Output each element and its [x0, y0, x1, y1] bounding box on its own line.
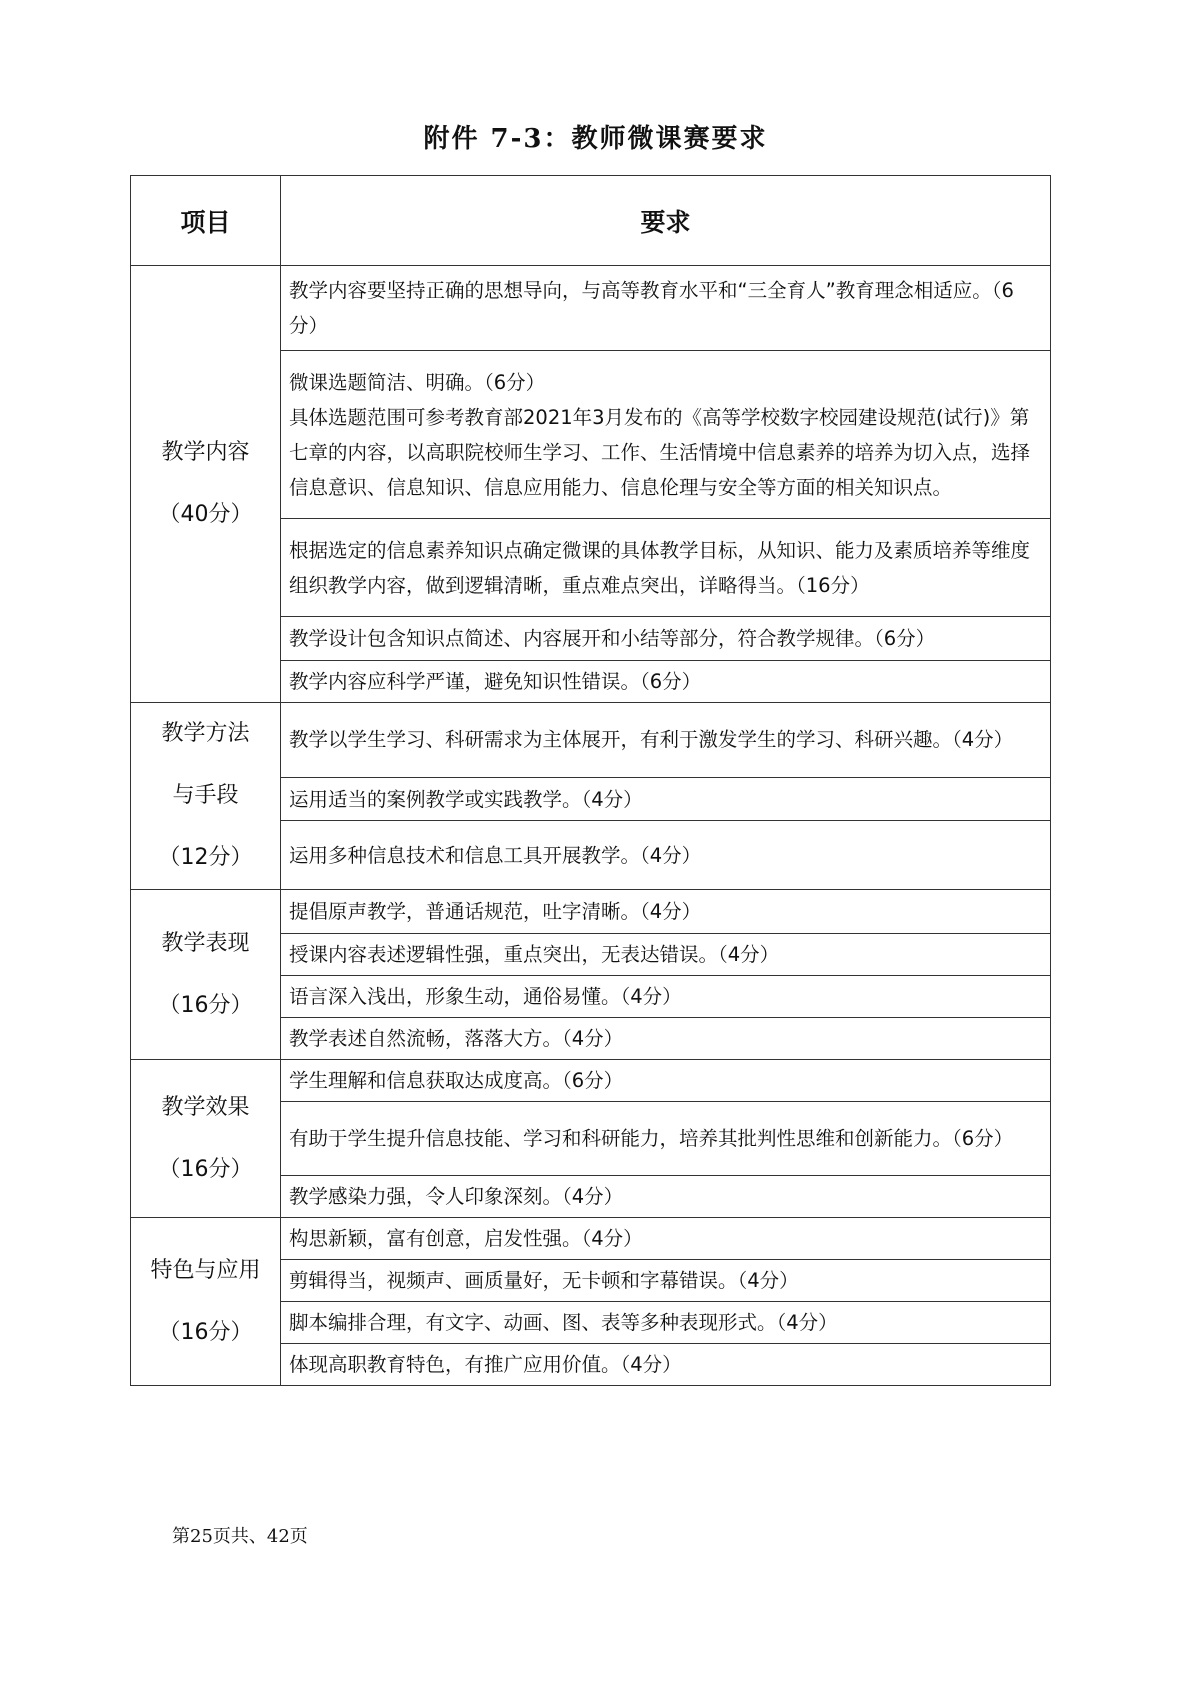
requirement-text: 根据选定的信息素养知识点确定微课的具体教学目标，从知识、能力及素质培养等维度组织教学内容，做到逻辑清晰，重点难点突出，详略得当。（16分）: [289, 538, 1031, 597]
category-score: （16分）: [158, 1319, 253, 1345]
category-score: （40分）: [158, 502, 253, 527]
requirement-cell: [281, 1102, 1051, 1176]
requirement-text: 构思新颖，富有创意，启发性强。（4分）: [289, 1227, 643, 1250]
header-requirement: 要求: [281, 176, 1051, 266]
category-name: 教学内容: [161, 440, 250, 465]
requirement-text: 学生理解和信息获取达成度高。（6分）: [289, 1069, 624, 1092]
page-title: 附件 7-3：教师微课赛要求: [423, 124, 768, 154]
requirement-text: 教学表述自然流畅，落落大方。（4分）: [289, 1027, 624, 1050]
requirement-text: 授课内容表述逻辑性强，重点突出，无表达错误。（4分）: [289, 943, 780, 966]
requirement-text: 剪辑得当，视频声、画质量好，无卡顿和字幕错误。（4分）: [289, 1269, 799, 1292]
table-row: [131, 1218, 1051, 1260]
requirement-text: 微课选题简洁、明确。（6分）: [289, 370, 546, 394]
requirement-cell: [281, 890, 1051, 934]
requirement-text: 脚本编排合理，有文字、动画、图、表等多种表现形式。（4分）: [289, 1311, 838, 1334]
category-cell: [131, 890, 281, 1060]
header-row: [131, 176, 1051, 266]
requirement-cell: [281, 777, 1051, 821]
requirement-text: 有助于学生提升信息技能、学习和科研能力，培养其批判性思维和创新能力。（6分）: [289, 1127, 1014, 1150]
requirement-cell: [281, 703, 1051, 778]
header-item: 项目: [131, 176, 281, 266]
requirement-cell: [281, 1344, 1051, 1386]
requirement-text: 教学感染力强，令人印象深刻。（4分）: [289, 1185, 624, 1208]
requirement-text: 教学以学生学习、科研需求为主体展开，有利于激发学生的学习、科研兴趣。（4分）: [289, 728, 1014, 752]
requirements-table: [130, 175, 1051, 1386]
requirement-cell: [281, 1302, 1051, 1344]
table-row: [131, 703, 1051, 778]
requirement-text: 提倡原声教学，普通话规范，吐字清晰。（4分）: [289, 900, 702, 923]
requirement-cell: [281, 617, 1051, 661]
category-name: 教学表现: [161, 930, 250, 956]
requirement-cell: [281, 266, 1051, 351]
category-cell: [131, 1218, 281, 1386]
requirement-cell: [281, 821, 1051, 890]
category-name: 与手段: [172, 783, 239, 808]
requirement-text: 教学内容应科学严谨，避免知识性错误。（6分）: [289, 670, 702, 693]
requirement-cell: [281, 519, 1051, 617]
category-cell: [131, 1060, 281, 1218]
requirement-cell: [281, 1260, 1051, 1302]
requirement-cell: [281, 1176, 1051, 1218]
table-row: [131, 890, 1051, 934]
category-score: （12分）: [158, 845, 253, 870]
requirement-cell: [281, 976, 1051, 1018]
page-footer: 第25页共、42页: [172, 1526, 308, 1547]
requirement-cell: [281, 1218, 1051, 1260]
table-row: [131, 1060, 1051, 1102]
category-name: 特色与应用: [150, 1257, 261, 1283]
category-name: 教学方法: [161, 721, 250, 746]
category-score: （16分）: [158, 1156, 253, 1182]
requirement-text: 教学设计包含知识点简述、内容展开和小结等部分，符合教学规律。（6分）: [289, 627, 936, 650]
table-row: [131, 266, 1051, 351]
requirement-text: 体现高职教育特色，有推广应用价值。（4分）: [289, 1353, 682, 1376]
requirement-text: 运用多种信息技术和信息工具开展教学。（4分）: [289, 843, 702, 867]
requirement-cell: [281, 351, 1051, 519]
requirement-text: 具体选题范围可参考教育部2021年3月发布的《高等学校数字校园建设规范(试行)》第七章的内容，以高职院校师生学习、工作、生活情境中信息素养的培养为切入点，选择信息意识、信息知识、信息应用能力、信息伦理与安全等方面的相关知识点。: [289, 405, 1031, 499]
requirement-cell: [281, 1018, 1051, 1060]
category-score: （16分）: [158, 992, 253, 1018]
requirement-text: 运用适当的案例教学或实践教学。（4分）: [289, 787, 643, 811]
category-name: 教学效果: [161, 1094, 250, 1120]
requirement-text: 语言深入浅出，形象生动，通俗易懂。（4分）: [289, 985, 682, 1008]
requirement-text: 教学内容要坚持正确的思想导向，与高等教育水平和“三全育人”教育理念相适应。（6分）: [289, 279, 1014, 337]
category-cell: [131, 703, 281, 890]
category-cell: [131, 266, 281, 703]
requirement-cell: [281, 1060, 1051, 1102]
requirement-cell: [281, 934, 1051, 976]
requirement-cell: [281, 661, 1051, 703]
